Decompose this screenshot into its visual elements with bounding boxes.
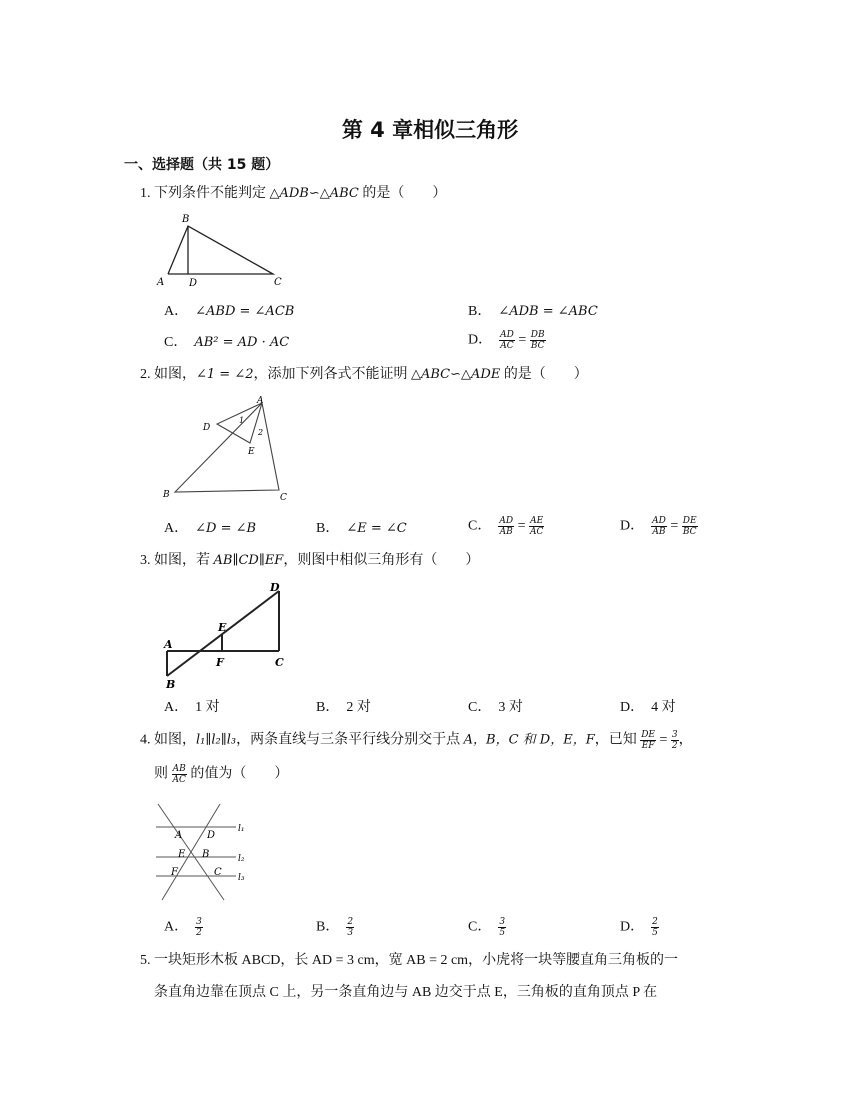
q2-stem-mid: ，添加下列各式不能证明 xyxy=(253,367,411,382)
q2-stem-pre: 2. 如图， xyxy=(140,367,196,382)
q3-label-a: A xyxy=(164,638,173,651)
q3-option-d-label: D． xyxy=(620,700,638,715)
q2-label-c: C xyxy=(280,493,287,503)
q1-option-d-label: D． xyxy=(468,332,486,348)
q1-option-c[interactable] xyxy=(164,333,289,353)
q2-option-d-label: D． xyxy=(620,518,638,534)
q4-label-f: F xyxy=(171,867,178,878)
q4-label-c: C xyxy=(214,867,222,878)
q4-label-l2: l₂ xyxy=(238,854,245,864)
q2-option-c[interactable] xyxy=(468,516,544,537)
q4-label-l3: l₃ xyxy=(238,873,245,883)
q1-option-a-label: A． xyxy=(164,304,182,319)
q4-option-b-frac: $\frac{2}{3}$ xyxy=(347,917,354,938)
q4-option-b-label: B． xyxy=(316,919,333,935)
q4-line1-mid: ，两条直线与三条平行线分别交于点 xyxy=(236,732,464,748)
q4-given-frac: $\frac{DE}{EF}$ xyxy=(641,730,656,751)
q3-stem-post: ，则图中相似三角形有（ ） xyxy=(283,553,480,568)
question-4-stem-line2 xyxy=(154,764,288,785)
q1-stem-math: △ADB∽△ABC xyxy=(269,186,359,201)
q1-label-b: B xyxy=(182,214,190,225)
q3-option-b-label: B． xyxy=(316,700,333,715)
q4-line1-math: l₁∥l₂∥l₃ xyxy=(196,732,237,748)
q2-label-angle2: 2 xyxy=(258,428,264,437)
q1-option-d-frac1: $\frac{AD}{AC}$ xyxy=(500,330,514,351)
q3-label-e: E xyxy=(218,621,227,634)
q3-option-b[interactable] xyxy=(316,698,371,718)
q4-option-c-label: C． xyxy=(468,919,485,935)
q4-option-d-label: D． xyxy=(620,919,638,935)
q4-option-c-frac: $\frac{3}{5}$ xyxy=(499,917,506,938)
q3-option-b-text: 2 对 xyxy=(346,700,371,715)
q4-label-b: B xyxy=(202,849,210,860)
q2-option-b-label: B． xyxy=(316,521,333,536)
question-3-stem xyxy=(140,551,479,571)
q4-label-a: A xyxy=(175,830,183,841)
q2-option-d-eq: = xyxy=(670,518,679,534)
question-4-figure xyxy=(150,800,260,908)
q1-label-c: C xyxy=(274,277,282,288)
q2-option-d[interactable] xyxy=(620,516,698,537)
question-1-stem xyxy=(140,184,446,204)
q4-option-a-frac: $\frac{3}{2}$ xyxy=(196,917,202,938)
q3-label-f: F xyxy=(216,656,224,669)
q2-option-a-text: ∠D = ∠B xyxy=(195,521,257,536)
q4-label-e: E xyxy=(178,849,186,860)
q3-label-b: B xyxy=(166,678,176,691)
question-2-figure xyxy=(155,393,300,505)
q4-line1-pre: 4. 如图， xyxy=(140,732,196,748)
q4-target-frac: $\frac{AB}{AC}$ xyxy=(172,764,186,785)
q3-stem-math: AB∥CD∥EF xyxy=(213,553,284,568)
q2-stem-math2: △ABC∽△ADE xyxy=(410,367,501,382)
q1-label-d: D xyxy=(189,278,198,289)
q3-option-c[interactable] xyxy=(468,698,523,718)
q4-label-d: D xyxy=(207,830,216,841)
q2-option-c-eq: = xyxy=(517,518,526,534)
q3-option-a[interactable] xyxy=(164,698,220,718)
q1-option-c-text: AB² = AD · AC xyxy=(194,335,290,350)
q4-given-value: $\frac{3}{2}$ xyxy=(671,730,678,751)
q4-option-a[interactable] xyxy=(164,917,203,938)
q1-option-c-label: C． xyxy=(164,335,181,350)
q4-option-d-frac: $\frac{2}{5}$ xyxy=(652,917,658,938)
page-title: 第 4 章相似三角形 xyxy=(341,118,519,142)
q4-option-b[interactable] xyxy=(316,917,354,938)
q1-option-d-eq: = xyxy=(518,332,527,348)
q3-option-c-label: C． xyxy=(468,700,485,715)
q1-triangle-abc xyxy=(168,226,273,274)
q4-line2-post: 的值为（ ） xyxy=(186,766,289,782)
q2-label-d: D xyxy=(203,423,211,433)
q1-option-a-text: ∠ABD = ∠ACB xyxy=(195,304,295,319)
q2-option-c-frac2: $\frac{AE}{AC}$ xyxy=(529,516,544,537)
question-5-line2: 条直角边靠在顶点 C 上，另一条直角边与 AB 边交于点 E，三角板的直角顶点 P 在 xyxy=(154,985,658,1000)
q1-stem-post: 的是（ ） xyxy=(358,186,447,201)
q4-option-a-label: A． xyxy=(164,919,182,935)
q1-option-b-text: ∠ADB = ∠ABC xyxy=(498,304,598,319)
q4-line1-end: ， xyxy=(678,732,693,748)
q2-option-b-text: ∠E = ∠C xyxy=(346,521,407,536)
question-2-stem xyxy=(140,365,588,385)
q2-stem-math1: ∠1 = ∠2 xyxy=(196,367,254,382)
q4-line1-points: A，B，C 和 D，E，F xyxy=(463,732,595,748)
q2-option-d-frac2: $\frac{DE}{BC}$ xyxy=(682,516,697,537)
question-4-stem-line1 xyxy=(140,730,693,751)
q3-option-d-text: 4 对 xyxy=(651,700,676,715)
q3-label-c: C xyxy=(275,656,284,669)
q2-option-d-frac1: $\frac{AD}{AB}$ xyxy=(652,516,666,537)
q2-option-b[interactable] xyxy=(316,519,407,539)
q2-label-angle1: 1 xyxy=(239,416,245,425)
q4-line2-pre: 则 xyxy=(154,766,172,782)
q1-option-d-frac2: $\frac{DB}{BC}$ xyxy=(530,330,545,351)
q2-label-a: A xyxy=(257,396,264,406)
question-1-figure xyxy=(152,208,292,290)
q1-option-b-label: B． xyxy=(468,304,485,319)
q2-option-c-frac1: $\frac{AD}{AB}$ xyxy=(499,516,514,537)
q3-stem-pre: 3. 如图，若 xyxy=(140,553,214,568)
section-heading: 一、选择题（共 15 题） xyxy=(124,157,280,173)
q1-stem-pre: 1. 下列条件不能判定 xyxy=(140,186,270,201)
q2-stem-post: 的是（ ） xyxy=(500,367,588,382)
q1-option-d[interactable] xyxy=(468,330,546,351)
q3-label-d: D xyxy=(270,581,280,594)
q4-line-def xyxy=(162,804,220,900)
q2-option-a[interactable] xyxy=(164,519,256,539)
q3-option-a-label: A． xyxy=(164,700,182,715)
question-5-line1: 5. 一块矩形木板 ABCD，长 AD = 3 cm，宽 AB = 2 cm，小虎将一块等腰直角三角板的一 xyxy=(140,953,679,968)
q4-option-d[interactable] xyxy=(620,917,659,938)
q1-option-a[interactable] xyxy=(164,302,294,322)
q2-label-b: B xyxy=(163,490,170,500)
q2-option-c-label: C． xyxy=(468,518,485,534)
q4-label-l1: l₁ xyxy=(238,824,245,834)
q3-option-d[interactable] xyxy=(620,698,676,718)
q1-option-b[interactable] xyxy=(468,302,598,322)
q4-given-eq: = xyxy=(659,732,668,748)
q4-option-c[interactable] xyxy=(468,917,506,938)
q2-option-a-label: A． xyxy=(164,521,182,536)
q3-option-a-text: 1 对 xyxy=(195,700,220,715)
q2-label-e: E xyxy=(248,447,255,457)
q4-line1-post: ，已知 xyxy=(594,732,641,748)
q1-label-a: A xyxy=(157,277,165,288)
question-3-figure xyxy=(158,576,298,692)
q3-option-c-text: 3 对 xyxy=(498,700,523,715)
q2-triangle-abc xyxy=(175,403,279,492)
